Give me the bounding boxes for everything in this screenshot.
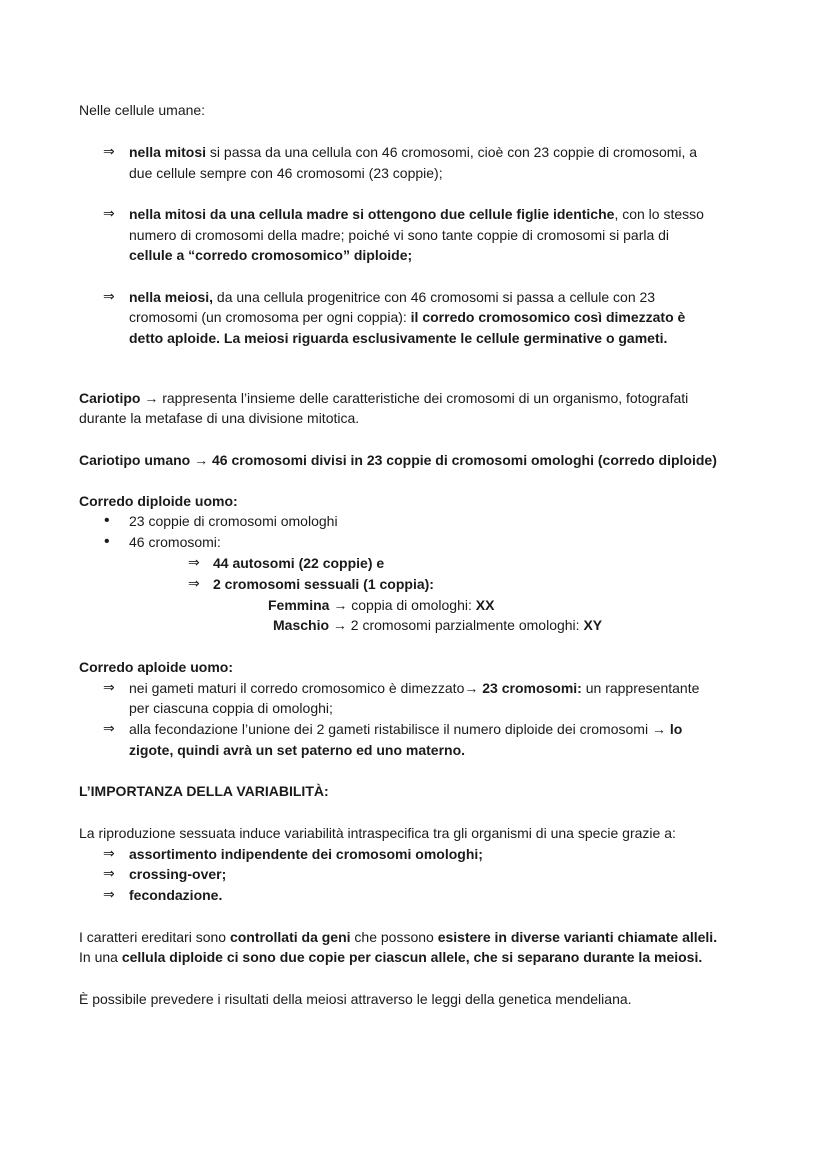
mitosi2-line1 [129,204,704,224]
mitosi1-line1 [129,142,697,162]
aploide-bold3: lo [669,721,683,737]
variabilita-item2 [129,864,226,884]
right-arrow-icon: → [464,680,479,696]
cariotipo-line2: durante la metafase di una divisione mitotica. [79,410,360,426]
aploide-bold1: 23 cromosomi: [482,680,582,696]
diploide-sub2 [213,574,434,594]
bullet-icon: • [104,512,110,529]
femmina-line [268,595,494,615]
variabilita-item1 [129,844,483,864]
right-arrow-icon: → [144,390,159,406]
caratteri-line1 [79,927,717,947]
mitosi2-bold: nella mitosi da una cellula madre si ottengono due cellule figlie identiche [129,206,615,222]
intro-text: Nelle cellule umane: [79,102,206,118]
cariotipo-def: rappresenta l’insieme delle caratteristiche dei cromosomi di un organismo, fotografati [158,390,689,406]
bullet-icon: • [104,533,110,550]
mitosi1-text: si passa da una cellula con 46 cromosomi, cioè con 23 coppie di cromosomi, a [206,144,698,160]
caratteri-bold2: esistere in diverse varianti chiamate alleli. [437,929,718,945]
meiosi-line2 [129,307,685,327]
cariotipo-umano-line [79,450,717,470]
diploide-item1: 23 coppie di cromosomi omologhi [129,513,338,529]
aploide-text1b: un rappresentante [581,680,700,696]
meiosi-line1 [129,287,655,307]
autosomi-text: 44 autosomi (22 coppie) e [213,555,385,571]
variabilita-item2-text: crossing-over; [129,866,227,882]
right-arrow-icon: → [651,721,666,737]
femmina-xx: XX [475,597,495,613]
sessuali-text: 2 cromosomi sessuali (1 coppia): [213,576,434,592]
mitosi1-bold: nella mitosi [129,144,207,160]
implies-arrow-icon: ⇒ [103,289,115,305]
caratteri-text2: che possono [350,929,438,945]
mitosi2-line3 [129,245,412,265]
diploide-heading [79,491,238,511]
variabilita-heading-text: L’IMPORTANZA DELLA VARIABILITÀ: [79,783,329,799]
cariotipo-term: Cariotipo [79,390,141,406]
maschio-line [273,615,602,635]
aploide-line1 [129,678,699,698]
meiosi-bold: nella meiosi, [129,289,214,305]
variabilita-item3-text: fecondazione. [129,887,223,903]
aploide-line3 [129,719,682,739]
diploide-heading-text: Corredo diploide uomo: [79,493,238,509]
maschio-xy: XY [583,617,603,633]
right-arrow-icon: → [194,452,209,468]
aploide-heading-text: Corredo aploide uomo: [79,659,233,675]
implies-arrow-icon: ⇒ [103,887,115,903]
cariotipo-umano-term: Cariotipo umano [79,452,191,468]
implies-arrow-icon: ⇒ [103,144,115,160]
meiosi-bold2: il corredo cromosomico così dimezzato è [410,309,686,325]
caratteri-text1: I caratteri ereditari sono [79,929,230,945]
diploide-item2: 46 cromosomi: [129,534,221,550]
mitosi2-text: , con lo stesso [614,206,704,222]
implies-arrow-icon: ⇒ [188,555,200,571]
variabilita-item3 [129,885,222,905]
maschio-label: Maschio [273,617,330,633]
variabilita-intro: La riproduzione sessuata induce variabilità intraspecifica tra gli organismi di una specie grazie a: [79,825,676,841]
femmina-label: Femmina [268,597,330,613]
meiosi-bold3: detto aploide. La meiosi riguarda esclusivamente le cellule germinative o gameti. [129,330,668,346]
maschio-text: 2 cromosomi parzialmente omologhi: [346,617,584,633]
implies-arrow-icon: ⇒ [103,866,115,882]
variabilita-item1-text: assortimento indipendente dei cromosomi omologhi; [129,846,483,862]
right-arrow-icon: → [333,597,348,613]
cariotipo-umano-def: 46 cromosomi divisi in 23 coppie di cromosomi omologhi (corredo diploide) [212,452,717,468]
aploide-line2: per ciascuna coppia di omologhi; [129,700,333,716]
aploide-line4 [129,740,465,760]
caratteri-bold3: cellula diploide ci sono due copie per ciascun allele, che si separano durante la meiosi. [121,949,703,965]
variabilita-heading [79,781,329,801]
aploide-text3: alla fecondazione l’unione dei 2 gameti ristabilisce il numero diploide dei cromosomi [129,721,652,737]
caratteri-bold1: controllati da geni [229,929,351,945]
implies-arrow-icon: ⇒ [103,846,115,862]
implies-arrow-icon: ⇒ [188,576,200,592]
finale-text: È possibile prevedere i risultati della meiosi attraverso le leggi della genetica mendeliana. [79,991,632,1007]
caratteri-line2 [79,947,702,967]
cariotipo-line1 [79,388,688,408]
aploide-bold4: zigote, quindi avrà un set paterno ed uno materno. [129,742,466,758]
implies-arrow-icon: ⇒ [103,721,115,737]
meiosi-line3 [129,328,667,348]
diploide-sub1 [213,553,384,573]
mitosi2-bold-end: cellule a “corredo cromosomico” diploide; [129,247,413,263]
femmina-text: coppia di omologhi: [347,597,476,613]
implies-arrow-icon: ⇒ [103,206,115,222]
meiosi-text: da una cellula progenitrice con 46 cromosomi si passa a cellule con 23 [213,289,656,305]
mitosi2-line2: numero di cromosomi della madre; poiché vi sono tante coppie di cromosomi si parla di [129,227,670,243]
right-arrow-icon: → [332,617,347,633]
caratteri-text3: In una [79,949,122,965]
aploide-text1: nei gameti maturi il corredo cromosomico è dimezzato [129,680,465,696]
aploide-heading [79,657,233,677]
implies-arrow-icon: ⇒ [103,680,115,696]
meiosi-text2: cromosomi (un cromosoma per ogni coppia): [129,309,411,325]
mitosi1-line2: due cellule sempre con 46 cromosomi (23 coppie); [129,165,443,181]
